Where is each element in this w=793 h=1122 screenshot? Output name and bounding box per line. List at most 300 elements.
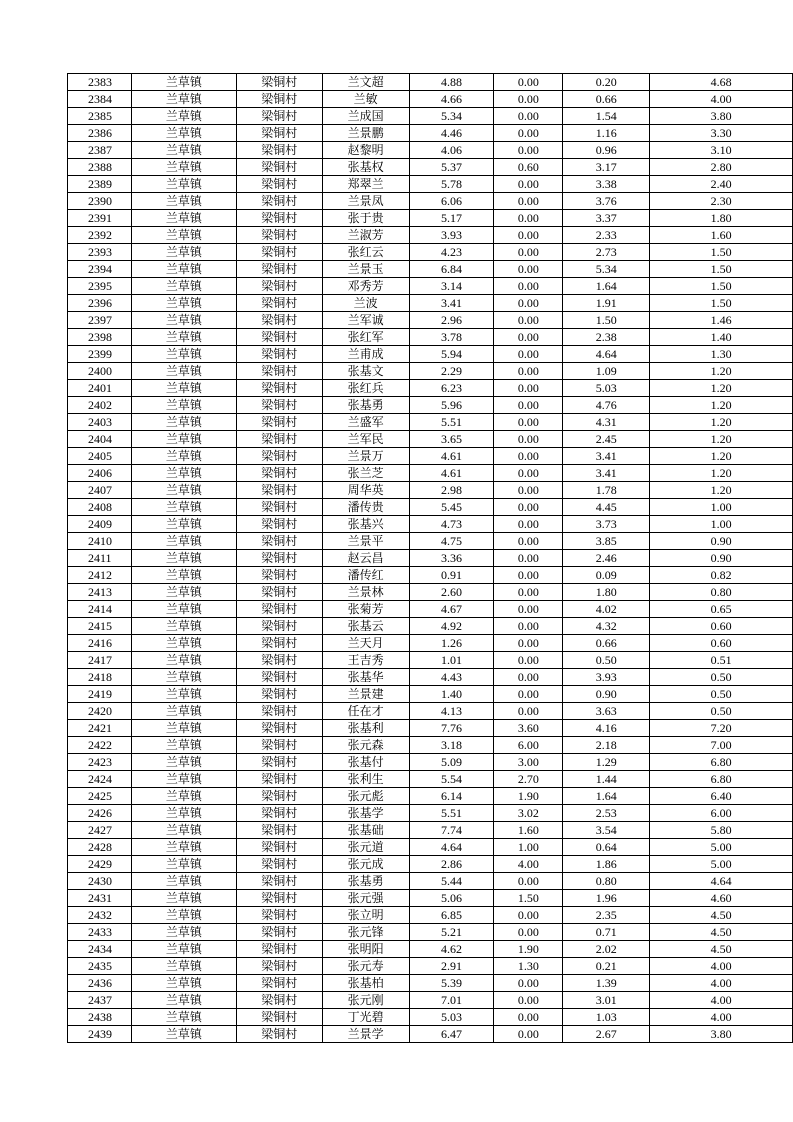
cell-value-d: 1.20 <box>650 448 793 465</box>
cell-value-a: 3.65 <box>409 431 494 448</box>
cell-name: 兰甫成 <box>322 346 409 363</box>
cell-town: 兰草镇 <box>131 1009 236 1026</box>
cell-value-b: 0.60 <box>494 159 563 176</box>
cell-row-number: 2409 <box>68 516 132 533</box>
cell-name: 张立明 <box>322 907 409 924</box>
cell-value-d: 4.00 <box>650 992 793 1009</box>
cell-value-d: 0.90 <box>650 550 793 567</box>
cell-value-b: 0.00 <box>494 601 563 618</box>
cell-row-number: 2422 <box>68 737 132 754</box>
cell-name: 兰景平 <box>322 533 409 550</box>
cell-name: 张基利 <box>322 720 409 737</box>
cell-value-c: 0.66 <box>563 635 650 652</box>
cell-town: 兰草镇 <box>131 261 236 278</box>
cell-name: 张基学 <box>322 805 409 822</box>
cell-town: 兰草镇 <box>131 839 236 856</box>
cell-row-number: 2392 <box>68 227 132 244</box>
cell-value-b: 0.00 <box>494 346 563 363</box>
cell-value-d: 4.68 <box>650 74 793 91</box>
table-row <box>68 380 793 397</box>
cell-village: 梁铜村 <box>236 856 322 873</box>
cell-value-a: 4.62 <box>409 941 494 958</box>
cell-town: 兰草镇 <box>131 176 236 193</box>
cell-value-b: 0.00 <box>494 533 563 550</box>
cell-name: 张元刚 <box>322 992 409 1009</box>
cell-value-d: 1.30 <box>650 346 793 363</box>
cell-value-b: 0.00 <box>494 652 563 669</box>
cell-value-b: 0.00 <box>494 618 563 635</box>
cell-row-number: 2434 <box>68 941 132 958</box>
cell-row-number: 2411 <box>68 550 132 567</box>
table-row <box>68 193 793 210</box>
cell-village: 梁铜村 <box>236 652 322 669</box>
cell-value-b: 0.00 <box>494 550 563 567</box>
cell-village: 梁铜村 <box>236 567 322 584</box>
cell-name: 郑翠兰 <box>322 176 409 193</box>
table-row <box>68 686 793 703</box>
cell-village: 梁铜村 <box>236 482 322 499</box>
cell-village: 梁铜村 <box>236 312 322 329</box>
cell-town: 兰草镇 <box>131 193 236 210</box>
cell-value-c: 4.31 <box>563 414 650 431</box>
cell-value-a: 1.40 <box>409 686 494 703</box>
table-row <box>68 363 793 380</box>
cell-value-c: 2.35 <box>563 907 650 924</box>
cell-row-number: 2414 <box>68 601 132 618</box>
cell-value-d: 1.50 <box>650 261 793 278</box>
cell-town: 兰草镇 <box>131 380 236 397</box>
cell-value-a: 3.36 <box>409 550 494 567</box>
cell-name: 丁光碧 <box>322 1009 409 1026</box>
cell-town: 兰草镇 <box>131 295 236 312</box>
cell-value-c: 3.37 <box>563 210 650 227</box>
cell-value-b: 0.00 <box>494 907 563 924</box>
cell-value-c: 3.76 <box>563 193 650 210</box>
cell-village: 梁铜村 <box>236 754 322 771</box>
cell-value-c: 3.63 <box>563 703 650 720</box>
cell-village: 梁铜村 <box>236 91 322 108</box>
table-row <box>68 244 793 261</box>
cell-village: 梁铜村 <box>236 74 322 91</box>
cell-value-c: 3.17 <box>563 159 650 176</box>
cell-value-b: 0.00 <box>494 873 563 890</box>
cell-value-a: 2.91 <box>409 958 494 975</box>
cell-value-c: 0.21 <box>563 958 650 975</box>
cell-town: 兰草镇 <box>131 363 236 380</box>
cell-row-number: 2406 <box>68 465 132 482</box>
cell-row-number: 2408 <box>68 499 132 516</box>
cell-town: 兰草镇 <box>131 856 236 873</box>
cell-value-a: 4.23 <box>409 244 494 261</box>
cell-value-c: 3.41 <box>563 465 650 482</box>
cell-row-number: 2430 <box>68 873 132 890</box>
cell-village: 梁铜村 <box>236 431 322 448</box>
cell-value-c: 1.39 <box>563 975 650 992</box>
cell-name: 周华英 <box>322 482 409 499</box>
table-row <box>68 805 793 822</box>
cell-row-number: 2405 <box>68 448 132 465</box>
cell-row-number: 2415 <box>68 618 132 635</box>
cell-value-a: 6.23 <box>409 380 494 397</box>
cell-value-d: 1.20 <box>650 414 793 431</box>
cell-town: 兰草镇 <box>131 397 236 414</box>
cell-value-b: 0.00 <box>494 210 563 227</box>
cell-value-c: 1.29 <box>563 754 650 771</box>
cell-name: 张元森 <box>322 737 409 754</box>
cell-row-number: 2385 <box>68 108 132 125</box>
cell-value-a: 7.76 <box>409 720 494 737</box>
cell-value-d: 0.60 <box>650 618 793 635</box>
cell-village: 梁铜村 <box>236 142 322 159</box>
cell-name: 张元道 <box>322 839 409 856</box>
cell-name: 张基勇 <box>322 397 409 414</box>
cell-name: 兰淑芳 <box>322 227 409 244</box>
cell-town: 兰草镇 <box>131 703 236 720</box>
cell-name: 张菊芳 <box>322 601 409 618</box>
cell-name: 张基础 <box>322 822 409 839</box>
cell-value-b: 0.00 <box>494 261 563 278</box>
cell-town: 兰草镇 <box>131 601 236 618</box>
cell-name: 赵云昌 <box>322 550 409 567</box>
cell-value-d: 4.00 <box>650 958 793 975</box>
cell-name: 赵黎明 <box>322 142 409 159</box>
cell-value-a: 5.51 <box>409 414 494 431</box>
cell-value-c: 0.64 <box>563 839 650 856</box>
cell-value-a: 6.47 <box>409 1026 494 1043</box>
cell-value-a: 5.51 <box>409 805 494 822</box>
cell-name: 兰文超 <box>322 74 409 91</box>
cell-row-number: 2395 <box>68 278 132 295</box>
cell-value-b: 0.00 <box>494 74 563 91</box>
cell-value-a: 0.91 <box>409 567 494 584</box>
cell-value-d: 6.00 <box>650 805 793 822</box>
cell-town: 兰草镇 <box>131 907 236 924</box>
cell-name: 兰天月 <box>322 635 409 652</box>
cell-value-c: 4.76 <box>563 397 650 414</box>
cell-town: 兰草镇 <box>131 499 236 516</box>
table-row <box>68 703 793 720</box>
cell-town: 兰草镇 <box>131 652 236 669</box>
cell-value-d: 1.00 <box>650 516 793 533</box>
cell-row-number: 2402 <box>68 397 132 414</box>
cell-value-b: 0.00 <box>494 482 563 499</box>
cell-town: 兰草镇 <box>131 975 236 992</box>
cell-row-number: 2398 <box>68 329 132 346</box>
cell-row-number: 2419 <box>68 686 132 703</box>
cell-value-b: 0.00 <box>494 584 563 601</box>
cell-value-c: 1.96 <box>563 890 650 907</box>
cell-value-d: 4.50 <box>650 924 793 941</box>
cell-name: 兰成国 <box>322 108 409 125</box>
cell-village: 梁铜村 <box>236 414 322 431</box>
cell-value-a: 3.78 <box>409 329 494 346</box>
cell-row-number: 2390 <box>68 193 132 210</box>
cell-value-a: 3.18 <box>409 737 494 754</box>
cell-value-a: 5.94 <box>409 346 494 363</box>
cell-value-d: 4.50 <box>650 941 793 958</box>
cell-town: 兰草镇 <box>131 414 236 431</box>
cell-town: 兰草镇 <box>131 346 236 363</box>
cell-village: 梁铜村 <box>236 975 322 992</box>
cell-value-b: 0.00 <box>494 1009 563 1026</box>
cell-value-a: 5.21 <box>409 924 494 941</box>
cell-village: 梁铜村 <box>236 992 322 1009</box>
table-row <box>68 482 793 499</box>
cell-town: 兰草镇 <box>131 431 236 448</box>
cell-name: 张于贵 <box>322 210 409 227</box>
table-row <box>68 329 793 346</box>
cell-town: 兰草镇 <box>131 788 236 805</box>
cell-town: 兰草镇 <box>131 278 236 295</box>
cell-town: 兰草镇 <box>131 924 236 941</box>
cell-value-d: 1.46 <box>650 312 793 329</box>
cell-village: 梁铜村 <box>236 1026 322 1043</box>
cell-row-number: 2410 <box>68 533 132 550</box>
cell-value-c: 1.54 <box>563 108 650 125</box>
cell-value-c: 0.80 <box>563 873 650 890</box>
cell-name: 兰盛军 <box>322 414 409 431</box>
cell-value-a: 2.98 <box>409 482 494 499</box>
cell-village: 梁铜村 <box>236 720 322 737</box>
cell-value-d: 0.90 <box>650 533 793 550</box>
cell-value-a: 6.14 <box>409 788 494 805</box>
table-row <box>68 448 793 465</box>
cell-town: 兰草镇 <box>131 465 236 482</box>
cell-village: 梁铜村 <box>236 703 322 720</box>
data-table <box>67 73 793 1043</box>
cell-value-a: 5.78 <box>409 176 494 193</box>
cell-value-d: 0.60 <box>650 635 793 652</box>
cell-town: 兰草镇 <box>131 941 236 958</box>
cell-value-b: 0.00 <box>494 227 563 244</box>
cell-value-a: 1.01 <box>409 652 494 669</box>
cell-value-a: 3.93 <box>409 227 494 244</box>
table-row <box>68 737 793 754</box>
cell-value-d: 1.20 <box>650 482 793 499</box>
cell-value-d: 0.50 <box>650 669 793 686</box>
cell-value-d: 1.80 <box>650 210 793 227</box>
cell-value-a: 4.88 <box>409 74 494 91</box>
table-row <box>68 924 793 941</box>
cell-value-a: 5.34 <box>409 108 494 125</box>
cell-village: 梁铜村 <box>236 516 322 533</box>
cell-row-number: 2404 <box>68 431 132 448</box>
cell-value-d: 1.50 <box>650 278 793 295</box>
table-row <box>68 822 793 839</box>
cell-value-b: 0.00 <box>494 193 563 210</box>
cell-value-a: 5.37 <box>409 159 494 176</box>
cell-row-number: 2420 <box>68 703 132 720</box>
cell-value-c: 1.64 <box>563 278 650 295</box>
cell-village: 梁铜村 <box>236 278 322 295</box>
cell-value-b: 0.00 <box>494 278 563 295</box>
cell-value-c: 1.64 <box>563 788 650 805</box>
cell-town: 兰草镇 <box>131 720 236 737</box>
cell-value-b: 0.00 <box>494 499 563 516</box>
table-row <box>68 142 793 159</box>
cell-value-c: 1.09 <box>563 363 650 380</box>
cell-town: 兰草镇 <box>131 669 236 686</box>
cell-value-b: 0.00 <box>494 295 563 312</box>
table-row <box>68 992 793 1009</box>
cell-name: 张利生 <box>322 771 409 788</box>
cell-name: 兰波 <box>322 295 409 312</box>
cell-value-b: 1.50 <box>494 890 563 907</box>
cell-value-c: 5.03 <box>563 380 650 397</box>
table-row <box>68 550 793 567</box>
cell-value-d: 5.00 <box>650 839 793 856</box>
cell-row-number: 2394 <box>68 261 132 278</box>
cell-town: 兰草镇 <box>131 771 236 788</box>
cell-value-c: 1.78 <box>563 482 650 499</box>
cell-name: 兰景凤 <box>322 193 409 210</box>
cell-value-c: 0.20 <box>563 74 650 91</box>
cell-village: 梁铜村 <box>236 924 322 941</box>
cell-name: 张元成 <box>322 856 409 873</box>
cell-value-a: 2.60 <box>409 584 494 601</box>
cell-value-d: 6.80 <box>650 771 793 788</box>
table-row <box>68 431 793 448</box>
cell-value-a: 1.26 <box>409 635 494 652</box>
table-row <box>68 312 793 329</box>
cell-town: 兰草镇 <box>131 482 236 499</box>
cell-village: 梁铜村 <box>236 771 322 788</box>
cell-value-c: 1.44 <box>563 771 650 788</box>
cell-value-a: 4.61 <box>409 465 494 482</box>
cell-row-number: 2417 <box>68 652 132 669</box>
cell-name: 兰敏 <box>322 91 409 108</box>
cell-value-c: 2.53 <box>563 805 650 822</box>
cell-row-number: 2431 <box>68 890 132 907</box>
cell-name: 张基云 <box>322 618 409 635</box>
cell-town: 兰草镇 <box>131 91 236 108</box>
cell-value-c: 2.45 <box>563 431 650 448</box>
cell-row-number: 2403 <box>68 414 132 431</box>
cell-row-number: 2432 <box>68 907 132 924</box>
cell-value-c: 2.18 <box>563 737 650 754</box>
cell-town: 兰草镇 <box>131 822 236 839</box>
cell-value-d: 5.00 <box>650 856 793 873</box>
table-row <box>68 227 793 244</box>
cell-value-c: 4.16 <box>563 720 650 737</box>
cell-value-d: 1.20 <box>650 465 793 482</box>
cell-town: 兰草镇 <box>131 516 236 533</box>
table-row <box>68 261 793 278</box>
cell-value-b: 0.00 <box>494 567 563 584</box>
cell-value-c: 3.85 <box>563 533 650 550</box>
cell-value-c: 3.01 <box>563 992 650 1009</box>
table-row <box>68 907 793 924</box>
cell-value-a: 2.29 <box>409 363 494 380</box>
cell-value-d: 1.20 <box>650 397 793 414</box>
cell-value-d: 7.20 <box>650 720 793 737</box>
cell-row-number: 2425 <box>68 788 132 805</box>
table-row <box>68 414 793 431</box>
cell-village: 梁铜村 <box>236 329 322 346</box>
cell-value-d: 4.00 <box>650 91 793 108</box>
cell-value-a: 4.43 <box>409 669 494 686</box>
cell-value-c: 1.03 <box>563 1009 650 1026</box>
cell-value-c: 1.16 <box>563 125 650 142</box>
cell-row-number: 2400 <box>68 363 132 380</box>
cell-row-number: 2437 <box>68 992 132 1009</box>
cell-row-number: 2412 <box>68 567 132 584</box>
cell-row-number: 2413 <box>68 584 132 601</box>
cell-value-b: 3.60 <box>494 720 563 737</box>
cell-village: 梁铜村 <box>236 737 322 754</box>
cell-value-b: 0.00 <box>494 448 563 465</box>
cell-value-c: 5.34 <box>563 261 650 278</box>
cell-value-b: 0.00 <box>494 924 563 941</box>
cell-value-b: 0.00 <box>494 431 563 448</box>
cell-name: 张元寿 <box>322 958 409 975</box>
table-row <box>68 91 793 108</box>
cell-value-a: 5.09 <box>409 754 494 771</box>
table-row <box>68 652 793 669</box>
cell-village: 梁铜村 <box>236 108 322 125</box>
cell-row-number: 2438 <box>68 1009 132 1026</box>
cell-name: 潘传红 <box>322 567 409 584</box>
cell-value-c: 4.32 <box>563 618 650 635</box>
cell-row-number: 2421 <box>68 720 132 737</box>
cell-village: 梁铜村 <box>236 669 322 686</box>
cell-name: 张兰芝 <box>322 465 409 482</box>
cell-value-b: 0.00 <box>494 1026 563 1043</box>
cell-value-a: 5.03 <box>409 1009 494 1026</box>
cell-value-a: 4.66 <box>409 91 494 108</box>
cell-village: 梁铜村 <box>236 176 322 193</box>
cell-town: 兰草镇 <box>131 737 236 754</box>
cell-name: 张红兵 <box>322 380 409 397</box>
cell-village: 梁铜村 <box>236 958 322 975</box>
cell-row-number: 2424 <box>68 771 132 788</box>
table-row <box>68 533 793 550</box>
cell-village: 梁铜村 <box>236 601 322 618</box>
cell-village: 梁铜村 <box>236 907 322 924</box>
cell-town: 兰草镇 <box>131 244 236 261</box>
cell-village: 梁铜村 <box>236 839 322 856</box>
table-row <box>68 397 793 414</box>
cell-value-d: 0.65 <box>650 601 793 618</box>
cell-value-b: 3.02 <box>494 805 563 822</box>
cell-village: 梁铜村 <box>236 1009 322 1026</box>
cell-value-c: 3.54 <box>563 822 650 839</box>
cell-town: 兰草镇 <box>131 159 236 176</box>
cell-name: 兰景玉 <box>322 261 409 278</box>
cell-name: 兰景鹏 <box>322 125 409 142</box>
cell-value-d: 5.80 <box>650 822 793 839</box>
table-row <box>68 975 793 992</box>
cell-row-number: 2397 <box>68 312 132 329</box>
cell-name: 张基权 <box>322 159 409 176</box>
cell-value-b: 4.00 <box>494 856 563 873</box>
cell-value-a: 7.74 <box>409 822 494 839</box>
cell-value-a: 7.01 <box>409 992 494 1009</box>
table-row <box>68 890 793 907</box>
cell-town: 兰草镇 <box>131 125 236 142</box>
cell-value-c: 4.45 <box>563 499 650 516</box>
cell-town: 兰草镇 <box>131 142 236 159</box>
table-row <box>68 839 793 856</box>
cell-value-b: 0.00 <box>494 703 563 720</box>
table-body <box>68 74 793 1043</box>
cell-value-b: 0.00 <box>494 397 563 414</box>
cell-row-number: 2384 <box>68 91 132 108</box>
cell-value-d: 4.64 <box>650 873 793 890</box>
table-row <box>68 1009 793 1026</box>
cell-value-d: 0.82 <box>650 567 793 584</box>
cell-value-d: 1.00 <box>650 499 793 516</box>
